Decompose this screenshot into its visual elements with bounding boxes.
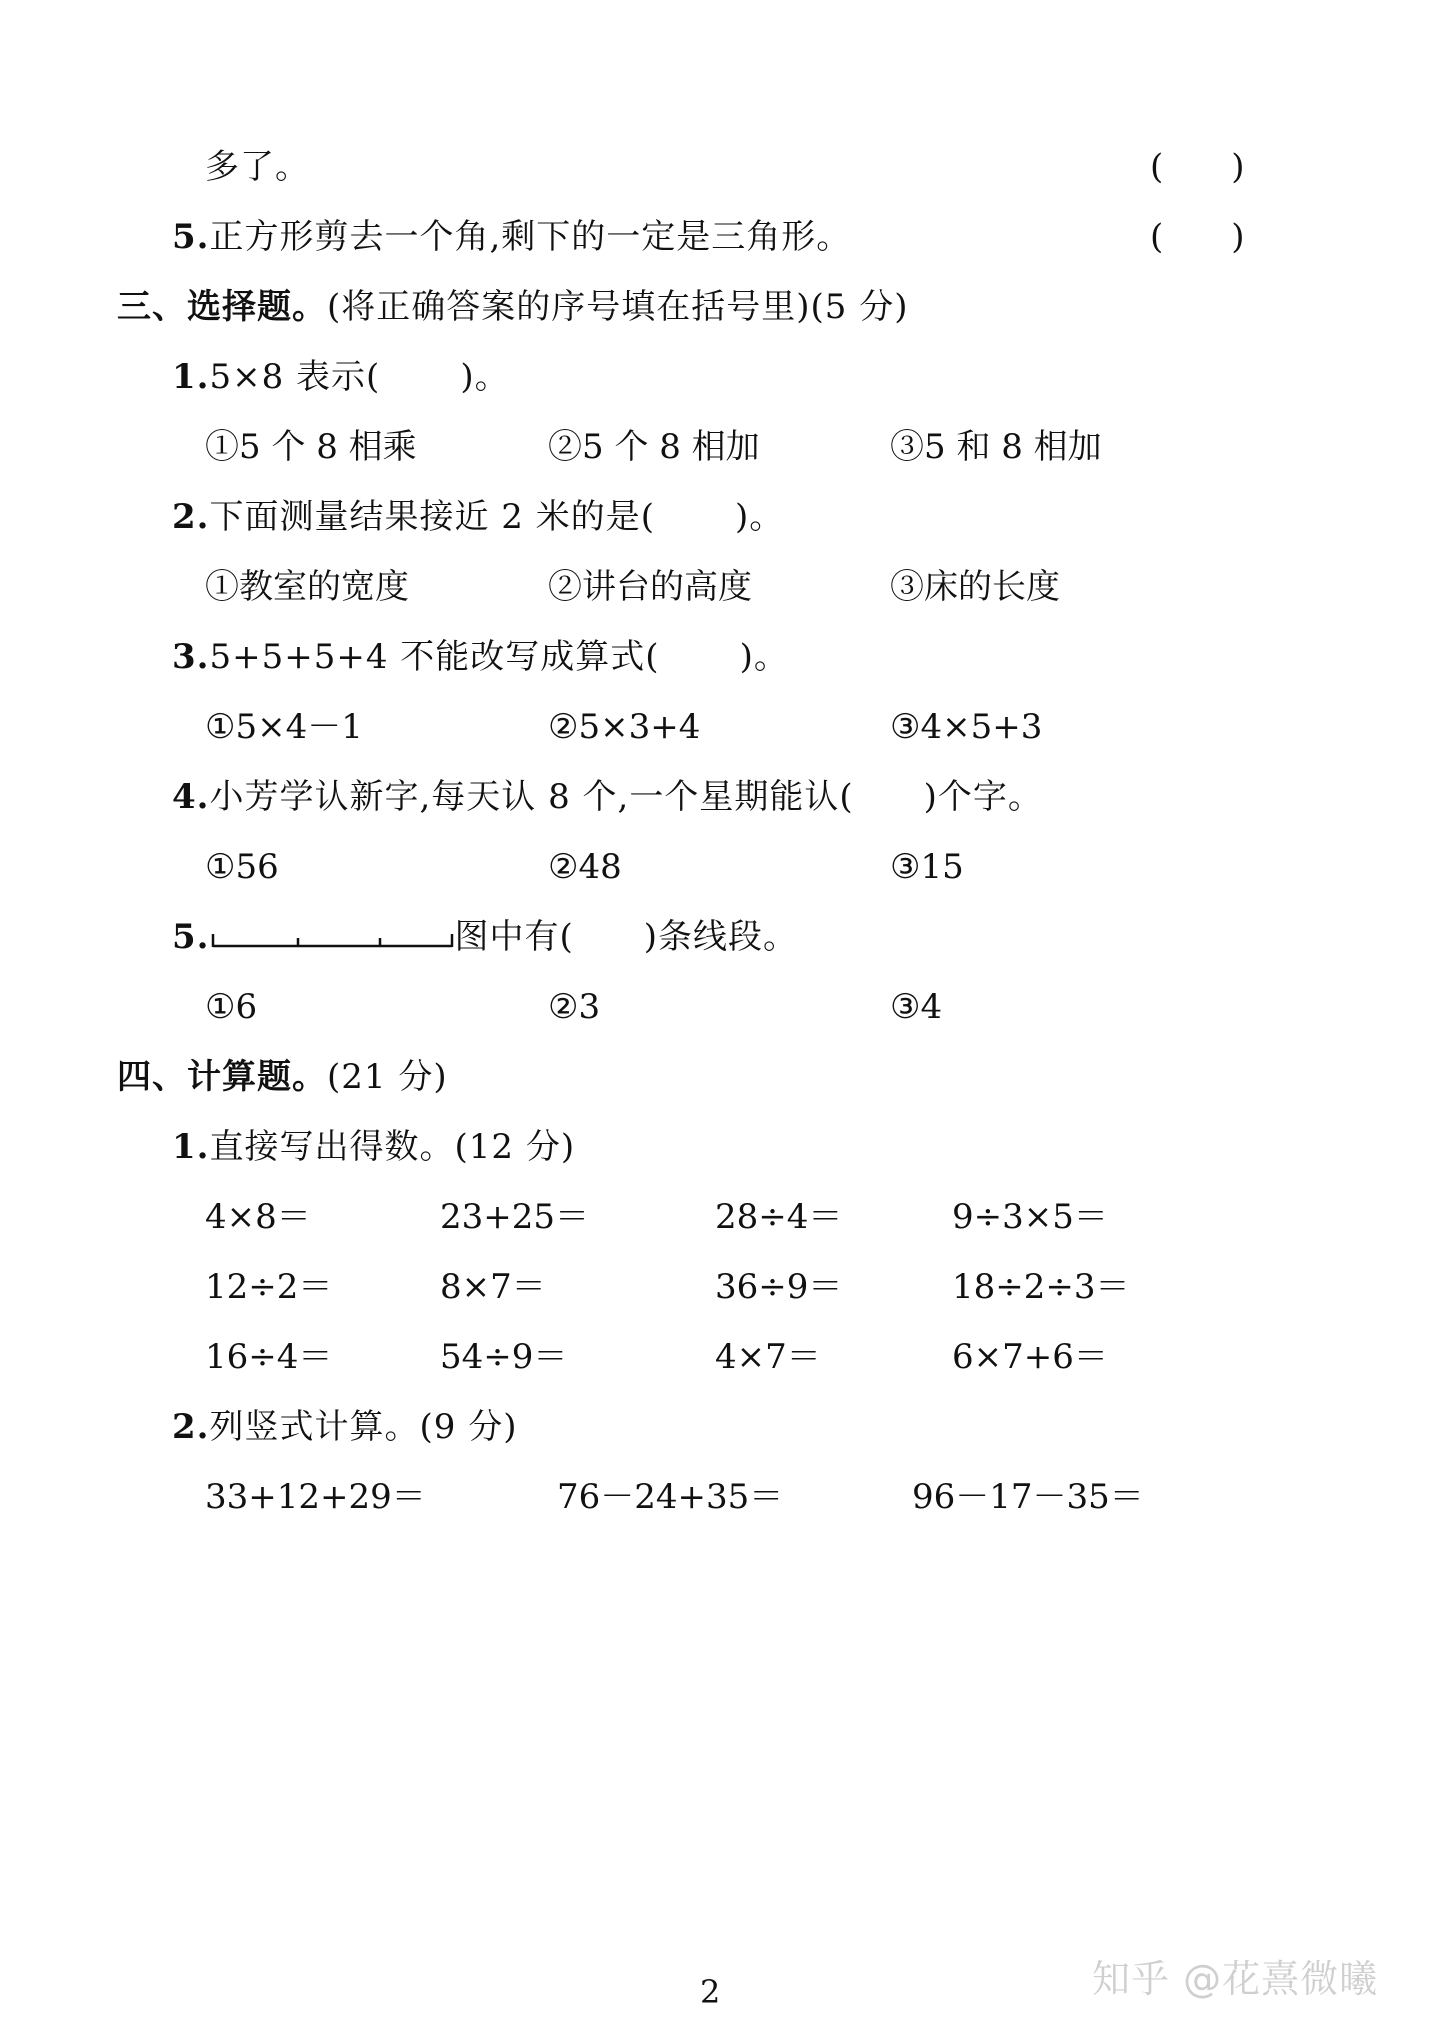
mc-5-option-3: ③4 [890,987,943,1027]
mc-1-option-1: ①5 个 8 相乘 [205,427,417,467]
tf-5-number: 5. [172,217,210,257]
calc-1-item: 9÷3×5＝ [952,1197,1108,1237]
calc-1-title: 直接写出得数。(12 分) [209,1127,576,1167]
mc-5-stem: 图中有( [454,917,574,957]
mc-3-stem-end: )。 [739,637,789,677]
tf-5-question [172,217,851,257]
section-4-title: 四、计算题。 [117,1057,327,1097]
calc-2-item: 76－24+35＝ [557,1477,784,1517]
mc-1-question [172,357,510,397]
calc-1-item: 4×7＝ [715,1337,821,1377]
tf-5-answer-paren[interactable]: ( ) [1150,217,1245,257]
calc-1-item: 12÷2＝ [205,1267,333,1307]
mc-4-option-3: ③15 [890,847,964,887]
mc-4-option-2: ②48 [548,847,622,887]
mc-1-option-2: ②5 个 8 相加 [548,427,760,467]
calc-2-heading [172,1407,517,1447]
section-3-heading [117,287,909,327]
mc-3-question [172,637,789,677]
mc-3-stem: 5+5+5+4 不能改写成算式( [209,637,660,677]
line-segment-figure [210,926,455,950]
mc-5-question [172,917,798,957]
calc-2-item: 33+12+29＝ [205,1477,426,1517]
mc-3-option-3: ③4×5+3 [890,707,1043,747]
mc-2-option-1: ①教室的宽度 [205,567,409,607]
mc-4-stem-end: )个字。 [923,777,1043,817]
mc-5-option-2: ②3 [548,987,601,1027]
mc-2-question [172,497,784,537]
section-4-heading [117,1057,448,1097]
section-4-note: (21 分) [327,1057,448,1097]
calc-1-item: 18÷2÷3＝ [952,1267,1130,1307]
calc-1-heading [172,1127,575,1167]
calc-1-item: 4×8＝ [205,1197,311,1237]
calc-2-item: 96－17－35＝ [912,1477,1144,1517]
mc-1-option-3: ③5 和 8 相加 [890,427,1102,467]
mc-5-number: 5. [172,917,210,957]
calc-1-item: 8×7＝ [440,1267,546,1307]
tf-4-continuation: 多了。 [205,147,310,187]
mc-2-number: 2. [172,497,210,537]
zhihu-watermark: 知乎 @花熹微曦 [1092,1957,1379,2001]
mc-4-question [172,777,1043,817]
mc-4-stem: 小芳学认新字,每天认 8 个,一个星期能认( [209,777,854,817]
mc-5-option-1: ①6 [205,987,258,1027]
calc-1-item: 28÷4＝ [715,1197,843,1237]
calc-2-number: 2. [172,1407,210,1447]
page-number: 2 [700,1973,721,2011]
mc-2-stem-end: )。 [735,497,785,537]
mc-3-number: 3. [172,637,210,677]
mc-1-number: 1. [172,357,210,397]
tf-4-answer-paren[interactable]: ( ) [1150,147,1245,187]
mc-1-stem: 5×8 表示( [209,357,381,397]
mc-2-stem: 下面测量结果接近 2 米的是( [209,497,656,537]
section-3-title: 三、选择题。 [117,287,327,327]
tf-5-text: 正方形剪去一个角,剩下的一定是三角形。 [209,217,852,257]
calc-1-item: 6×7+6＝ [952,1337,1108,1377]
mc-4-number: 4. [172,777,210,817]
mc-1-stem-end: )。 [460,357,510,397]
calc-2-title: 列竖式计算。(9 分) [209,1407,518,1447]
mc-4-option-1: ①56 [205,847,279,887]
calc-1-item: 36÷9＝ [715,1267,843,1307]
calc-1-item: 54÷9＝ [440,1337,568,1377]
calc-1-item: 16÷4＝ [205,1337,333,1377]
section-3-note: (将正确答案的序号填在括号里)(5 分) [327,287,909,327]
mc-2-option-2: ②讲台的高度 [548,567,752,607]
mc-3-option-1: ①5×4－1 [205,707,363,747]
mc-3-option-2: ②5×3+4 [548,707,701,747]
calc-1-item: 23+25＝ [440,1197,590,1237]
mc-5-stem-end: )条线段。 [643,917,799,957]
calc-1-number: 1. [172,1127,210,1167]
mc-2-option-3: ③床的长度 [890,567,1060,607]
